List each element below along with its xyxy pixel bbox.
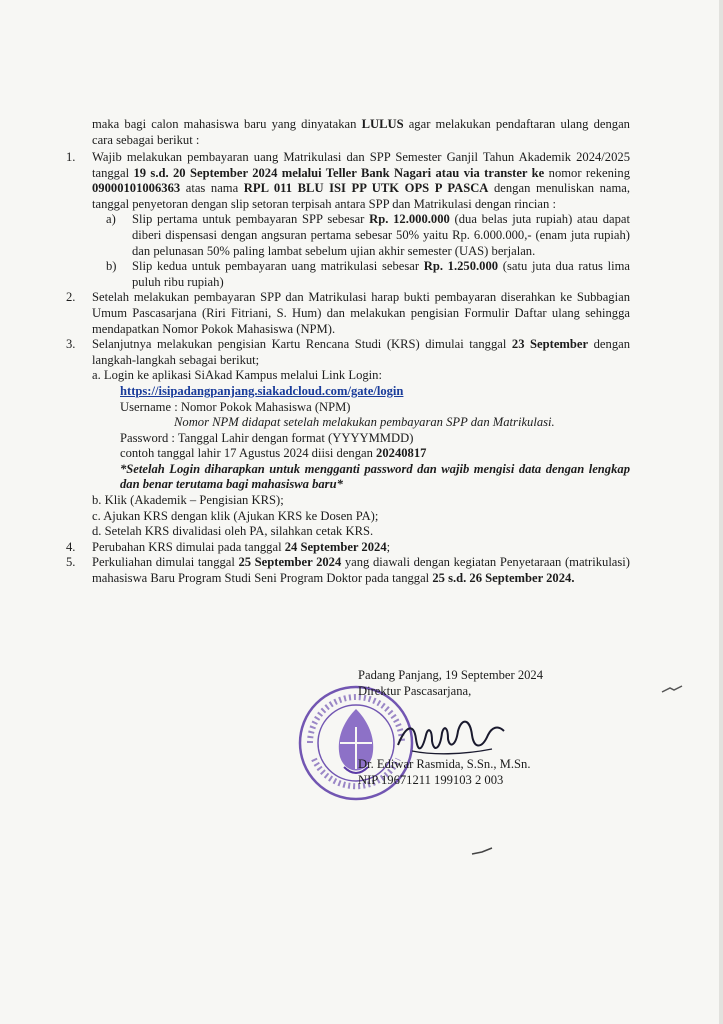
list-item-4: 4. Perubahan KRS dimulai pada tanggal 24 September 2024; [66,539,391,554]
signatory-name: Dr. Ediwar Rasmida, S.Sn., M.Sn. [358,757,531,772]
password-line: Password : Tanggal Lahir dengan format (YYYYMMDD) [120,430,414,445]
example-line: contoh tanggal lahir 17 Agustus 2024 diisi dengan 20240817 [120,446,427,461]
step-c: c. Ajukan KRS dengan klik (Ajukan KRS ke Dosen PA); [92,508,379,523]
list-item-1: 1. Wajib melakukan pembayaran uang Matrikulasi dan SPP Semester Ganjil Tahun Akademik 2024/2025 tanggal 19 s.d. 20 September 2024 melalui Teller Bank Nagari atau via transter ke nomor rekening 09000101006363 atas nama RPL 011 BLU ISI PP UTK OPS P PASCA dengan menuliskan nama, tanggal penyetoran dengan slip setoran terpisah antara SPP dan Matrikulasi dengan rincian : a) Slip pertama untuk pembayaran SPP sebesar Rp. 12.000.000 (dua belas juta rupiah) atau dapat diberi dispensasi dengan angsuran pertama sebesar 50% yaitu Rp. 6.000.000,- (enam juta rupiah) dan pelunasan 50% paling lambat sebelum ujian akhir semester (UAS) berjalan. b) Slip kedua untuk pembayaran uang matrikulasi sebesar Rp. 1.250.000 (satu juta dua ratus lima puluh ribu rupiah) [66,150,631,289]
instruction-list [66,150,630,587]
list-number: 1. [66,150,76,164]
place-date: Padang Panjang, 19 September 2024 [358,668,544,682]
sub-item-b: b) Slip kedua untuk pembayaran uang matrikulasi sebesar Rp. 1.250.000 (satu juta dua ratus lima puluh ribu rupiah) [106,259,630,289]
signatory-nip: NIP 19671211 199103 2 003 [358,772,504,787]
intro-paragraph: maka bagi calon mahasiswa baru yang dinyatakan LULUS agar melakukan pendaftaran ulang dengan cara sebagai berikut : [92,117,630,147]
siakad-login-link[interactable]: https://isipadangpanjang.siakadcloud.com/gate/login [120,383,404,398]
scan-mark-icon [660,684,684,696]
username-line: Username : Nomor Pokok Mahasiswa (NPM) [120,399,351,414]
sub-item-a: a) Slip pertama untuk pembayaran SPP sebesar Rp. 12.000.000 (dua belas juta rupiah) atau dapat diberi dispensasi dengan angsuran pertama sebesar 50% yaitu Rp. 6.000.000,- (enam juta rupiah) dan pelunasan 50% paling lambat sebelum ujian akhir semester (UAS) berjalan. [106,212,630,258]
list-item-5: 5. Perkuliahan dimulai tanggal 25 September 2024 yang diawali dengan kegiatan Penyetaraan (matrikulasi) mahasiswa Baru Program Studi Seni Program Doktor pada tanggal 25 s.d. 26 September 2024. [66,555,630,586]
warning-note: *Setelah Login diharapkan untuk mengganti password dan wajib mengisi data dengan lengkap dan benar terutama bagi mahasiswa baru* [120,461,630,492]
list-item-2: 2. Setelah melakukan pembayaran SPP dan Matrikulasi harap bukti pembayaran diserahkan ke Subbagian Umum Pascasarjana (Riri Fitriani, S. Hum) dan melakukan pengisian Formulir Daftar ulang sehingga mendapatkan Nomor Pokok Mahasiswa (NPM). [66,290,630,336]
signature-block [358,668,543,788]
signatory-position: Direktur Pascasarjana, [358,683,472,698]
step-d: d. Setelah KRS divalidasi oleh PA, silahkan cetak KRS. [92,524,374,539]
list-item-3: 3. Selanjutnya melakukan pengisian Kartu Rencana Studi (KRS) dimulai tanggal 23 September dengan langkah-langkah sebagai berikut; a. Login ke aplikasi SiAkad Kampus melalui Link Login: https://isipadangpanjang.siakadcloud.com/gate/login Username : Nomor Pokok Mahasiswa (NPM) Nomor NPM didapat setelah melakukan pembayaran SPP dan Matrikulasi. Password : Tanggal Lahir dengan format (YYYYMMDD) contoh tanggal lahir 17 Agustus 2024 diisi dengan 20240817 *Setelah Login diharapkan untuk mengganti password dan wajib mengisi data dengan lengkap dan benar terutama bagi mahasiswa baru* b. Klik (Akademik – Pengisian KRS); c. Ajukan KRS dengan klik (Ajukan KRS ke Dosen PA); d. Setelah KRS divalidasi oleh PA, silahkan cetak KRS. [66,337,630,539]
step-b: b. Klik (Akademik – Pengisian KRS); [92,493,284,508]
page-edge [719,0,723,1024]
step-a: a. Login ke aplikasi SiAkad Kampus melalui Link Login: [92,368,382,383]
npm-note: Nomor NPM didapat setelah melakukan pembayaran SPP dan Matrikulasi. [174,415,555,430]
scan-mark-icon [470,846,494,856]
